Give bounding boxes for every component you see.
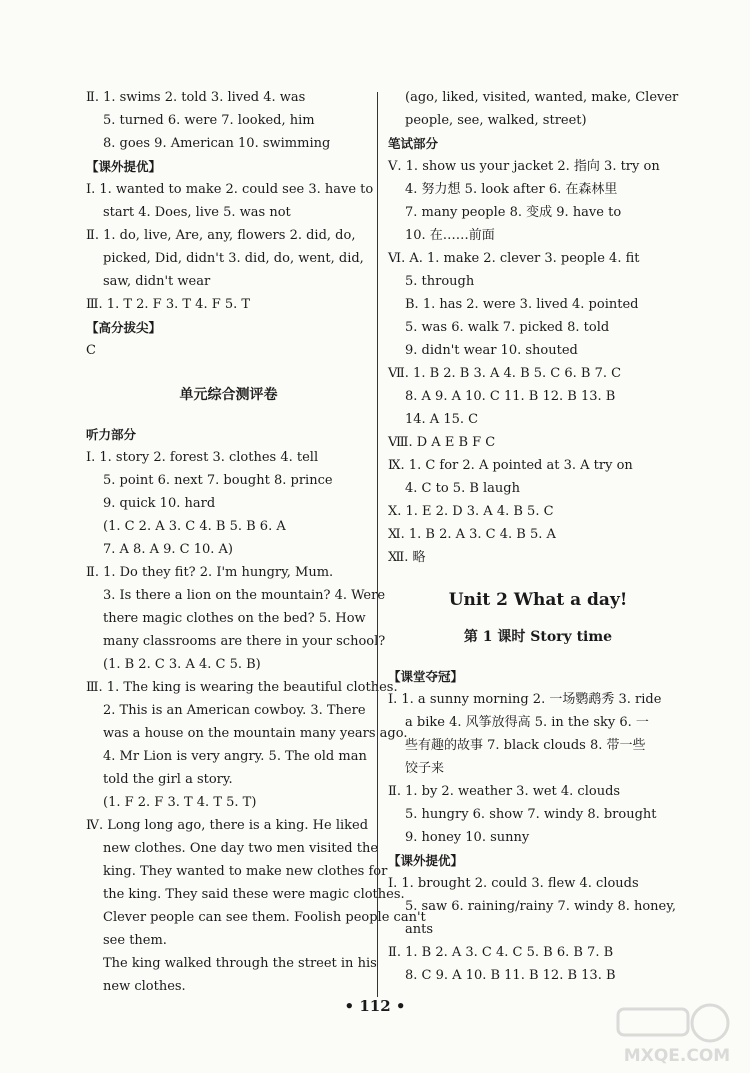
answer-line-continued: start 4. Does, live 5. was not (103, 205, 291, 220)
answer-line-continued: 5. saw 6. raining/rainy 7. windy 8. honey, (405, 899, 676, 914)
answer-line-continued: 3. Is there a lion on the mountain? 4. Were (103, 588, 386, 603)
answer-line: Ⅰ. 1. wanted to make 2. could see 3. have to (86, 182, 374, 197)
section-heading: 听力部分 (86, 427, 137, 442)
section-heading: 【课外提优】 (86, 159, 162, 174)
answer-line: Ⅱ. 1. swims 2. told 3. lived 4. was (86, 90, 306, 105)
answer-line-continued: 9. didn't wear 10. shouted (405, 343, 578, 358)
answer-line-continued: 8. goes 9. American 10. swimming (103, 136, 331, 151)
answer-line: Ⅰ. 1. brought 2. could 3. flew 4. clouds (388, 876, 639, 891)
answer-line-continued: 9. honey 10. sunny (405, 830, 530, 845)
answer-line-continued: (ago, liked, visited, wanted, make, Clever (405, 90, 679, 105)
answer-line-continued: new clothes. One day two men visited the (103, 841, 379, 856)
answer-line-continued: 7. many people 8. 变成 9. have to (405, 205, 622, 220)
answer-line: Ⅳ. Long long ago, there is a king. He liked (86, 818, 369, 833)
answer-line-continued: 饺子来 (405, 761, 445, 776)
answer-line-continued: picked, Did, didn't 3. did, do, went, did, (103, 251, 364, 266)
answer-line-continued: 8. A 9. A 10. C 11. B 12. B 13. B (405, 389, 616, 404)
lesson-title: 第 1 课时 Story time (463, 629, 613, 645)
answer-line-continued: 5. point 6. next 7. bought 8. prince (103, 473, 333, 488)
section-heading: 【高分拔尖】 (86, 320, 162, 335)
answer-line: Ⅰ. 1. story 2. forest 3. clothes 4. tell (86, 450, 319, 465)
answer-line-continued: see them. (103, 933, 167, 948)
watermark-logo (612, 1001, 742, 1067)
answer-line-continued: (1. C 2. A 3. C 4. B 5. B 6. A (103, 519, 286, 534)
answer-line: Ⅱ. 1. by 2. weather 3. wet 4. clouds (388, 784, 621, 799)
answer-line-continued: (1. F 2. F 3. T 4. T 5. T) (103, 795, 257, 810)
answer-line-continued: 些有趣的故事 7. black clouds 8. 带一些 (405, 738, 646, 753)
answer-line: Ⅱ. 1. B 2. A 3. C 4. C 5. B 6. B 7. B (388, 945, 614, 960)
answer-line-continued: was a house on the mountain many years ago. (103, 726, 408, 741)
page-number: • 112 • (344, 997, 406, 1015)
answer-line: Ⅱ. 1. do, live, Are, any, flowers 2. did, do, (86, 228, 356, 243)
answer-line-continued: ants (405, 922, 434, 937)
answer-line-continued: 4. Mr Lion is very angry. 5. The old man (103, 749, 367, 764)
answer-line-continued: a bike 4. 风筝放得高 5. in the sky 6. 一 (405, 715, 649, 730)
answer-line-continued: there magic clothes on the bed? 5. How (103, 611, 366, 626)
answer-line: Ⅶ. 1. B 2. B 3. A 4. B 5. C 6. B 7. C (388, 366, 622, 381)
test-title: 单元综合测评卷 (179, 387, 278, 403)
answer-line-continued: 10. 在……前面 (405, 228, 495, 243)
answer-line: Ⅵ. A. 1. make 2. clever 3. people 4. fit (388, 251, 640, 266)
answer-line: Ⅰ. 1. a sunny morning 2. 一场鹦鹉秀 3. ride (388, 692, 662, 707)
section-heading: 【课外提优】 (388, 853, 464, 868)
answer-line-continued: 5. through (405, 274, 475, 289)
answer-line: Ⅹ. 1. E 2. D 3. A 4. B 5. C (388, 504, 554, 519)
answer-line-continued: Clever people can see them. Foolish people can't (103, 910, 426, 925)
answer-line-continued: The king walked through the street in his (103, 956, 377, 971)
column-divider (377, 92, 378, 997)
section-heading: 【课堂夺冠】 (388, 669, 464, 684)
answer-line-continued: 4. 努力想 5. look after 6. 在森林里 (405, 182, 618, 197)
answer-line-continued: (1. B 2. C 3. A 4. C 5. B) (103, 657, 261, 672)
answer-line-continued: told the girl a story. (103, 772, 233, 787)
answer-line: Ⅻ. 略 (388, 550, 426, 565)
answer-line: Ⅲ. 1. T 2. F 3. T 4. F 5. T (86, 297, 251, 312)
answer-line-continued: 5. hungry 6. show 7. windy 8. brought (405, 807, 657, 822)
answer-line-continued: 5. was 6. walk 7. picked 8. told (405, 320, 610, 335)
answer-line: Ⅱ. 1. Do they fit? 2. I'm hungry, Mum. (86, 565, 334, 580)
unit-title: Unit 2 What a day! (448, 590, 628, 610)
answer-line: Ⅴ. 1. show us your jacket 2. 指向 3. try on (388, 159, 660, 174)
section-heading: 笔试部分 (388, 136, 439, 151)
answer-line-continued: many classrooms are there in your school? (103, 634, 386, 649)
answer-line-continued: B. 1. has 2. were 3. lived 4. pointed (405, 297, 639, 312)
answer-line-continued: king. They wanted to make new clothes for (103, 864, 388, 879)
answer-line: Ⅺ. 1. B 2. A 3. C 4. B 5. A (388, 527, 556, 542)
answer-line: Ⅸ. 1. C for 2. A pointed at 3. A try on (388, 458, 633, 473)
answer-line-continued: 2. This is an American cowboy. 3. There (103, 703, 366, 718)
answer-line: Ⅲ. 1. The king is wearing the beautiful clothes. (86, 680, 398, 695)
answer-line-continued: 9. quick 10. hard (103, 496, 216, 511)
answer-line-continued: new clothes. (103, 979, 186, 994)
answer-line-continued: 8. C 9. A 10. B 11. B 12. B 13. B (405, 968, 616, 983)
answer-line: C (86, 343, 96, 358)
answer-line-continued: the king. They said these were magic clothes. (103, 887, 405, 902)
answer-line: Ⅷ. D A E B F C (388, 435, 496, 450)
right-column (388, 86, 688, 987)
answer-line-continued: people, see, walked, street) (405, 113, 587, 128)
answer-line-continued: 14. A 15. C (405, 412, 479, 427)
answer-line-continued: 4. C to 5. B laugh (405, 481, 520, 496)
watermark-text: MXQE.COM (623, 1046, 731, 1066)
answer-line-continued: saw, didn't wear (103, 274, 211, 289)
answer-line-continued: 5. turned 6. were 7. looked, him (103, 113, 315, 128)
answer-line-continued: 7. A 8. A 9. C 10. A) (103, 542, 233, 557)
